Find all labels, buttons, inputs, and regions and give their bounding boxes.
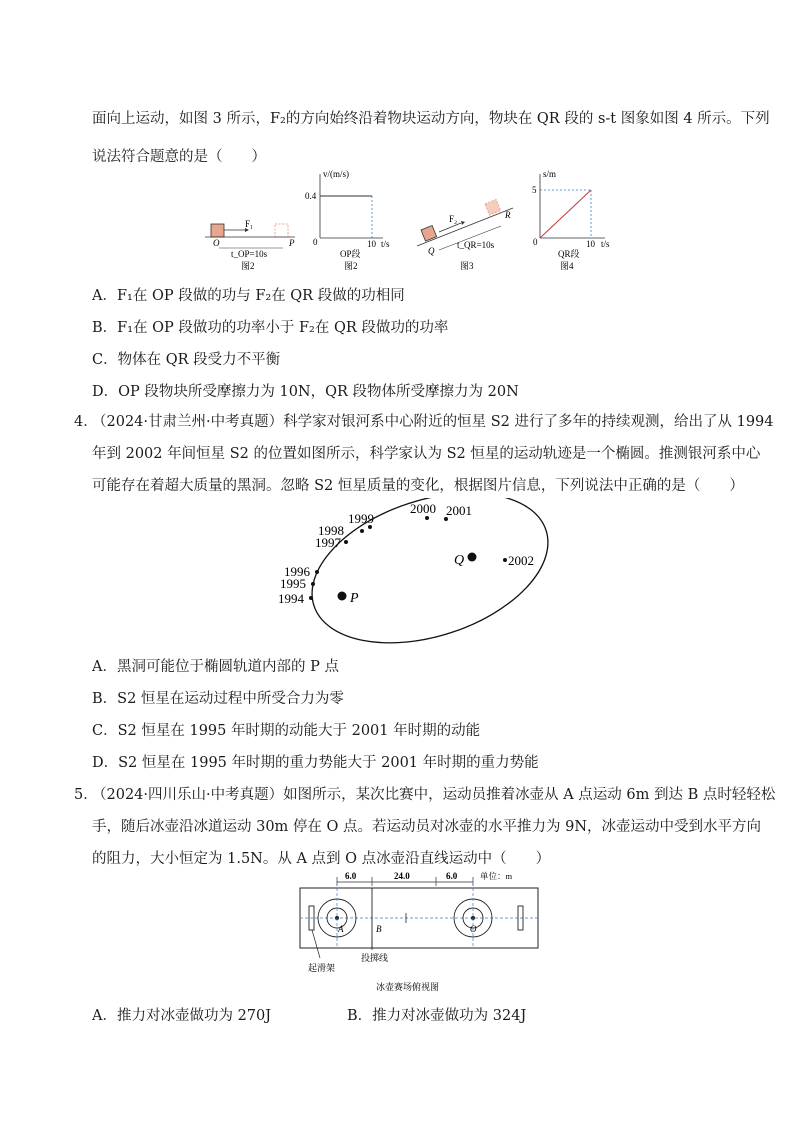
fig-d-xlabel: t/s [601,239,610,249]
fig-c-Q: Q [428,246,435,256]
q4-stem-line1: （2024·甘肃兰州·中考真题）科学家对银河系中心附近的恒星 S2 进行了多年的持续观测，给出了从 1994 [92,414,774,430]
label-P: P [350,591,359,606]
point-2000 [425,516,429,520]
fig-b-caption: 图2 [344,261,358,271]
q5-number: 5． [74,787,98,803]
fig-c-R: R [505,210,511,220]
q4-option-d: D．S2 恒星在 1995 年时期的重力势能大于 2001 年时期的重力势能 [92,755,539,771]
label-1999: 1999 [348,511,374,526]
q4-orbit-figure [270,498,550,648]
q3-option-a: A．F₁在 OP 段做的功与 F₂在 QR 段做的功相同 [92,288,405,304]
q3-stem-line2: 说法符合题意的是（ ） [92,149,266,165]
label-1996: 1996 [284,564,310,579]
point-2002 [503,558,507,562]
fig-a-caption: 图2 [241,261,255,271]
label-throw-line: 投掷线 [361,953,389,963]
point-1996 [315,570,319,574]
fig-a-t: t_OP=10s [231,249,268,259]
q5-option-b: B．推力对冰壶做功为 324J [347,1008,527,1024]
label-Q: Q [454,553,465,568]
q4-option-c: C．S2 恒星在 1995 年时期的动能大于 2001 年时期的动能 [92,723,481,739]
q5-stem-line2: 手，随后冰壶沿冰道运动 30m 停在 O 点。若运动员对冰壶的水平推力为 9N，冰壶运动中受到水平方向 [92,819,762,835]
q3-option-c: C．物体在 QR 段受力不平衡 [92,352,281,368]
fig-d-ytick: 5 [532,185,537,195]
label-1998: 1998 [318,523,344,538]
fig-b-xtick: 10 [367,239,376,249]
dim-6-left: 6.0 [345,871,357,881]
point-P [338,592,347,601]
fig-d-xtick: 10 [586,239,595,249]
q3-fig-incline [417,200,513,271]
fig-b-ytick: 0.4 [305,191,317,201]
q5-stem-line1: （2024·四川乐山·中考真题）如图所示，某次比赛中，运动员推着冰壶从 A 点运动 6m 到达 B 点时轻轻松 [92,787,776,803]
label-O: O [470,924,477,934]
label-start-frame: 起滑架 [308,963,336,973]
q4-stem-line2: 年到 2002 年间恒星 S2 的位置如图所示，科学家认为 S2 恒星的运动轨迹是一个椭圆。推测银河系中心 [92,446,761,462]
fig-c-caption: 图3 [460,261,474,271]
fig-a-P: P [289,238,295,248]
point-1997 [344,540,348,544]
point-1994 [309,596,313,600]
label-1994: 1994 [278,591,304,606]
fig-b-sub: OP段 [340,249,361,259]
label-2001: 2001 [446,503,472,518]
q5-stem-line3: 的阻力，大小恒定为 1.5N。从 A 点到 O 点冰壶沿直线运动中（ ） [92,851,551,867]
fig-b-origin: 0 [313,237,318,247]
q3-figures [195,168,615,278]
label-1997: 1997 [315,535,341,550]
point-Q [468,553,477,562]
fig-d-caption: 图4 [560,261,574,271]
q5-curling-figure [290,870,550,1000]
q3-fig-block-horizontal [205,219,295,271]
fig-a-F: F₁ [245,219,254,229]
label-2002: 2002 [508,553,534,568]
fig-d-origin: 0 [533,237,538,247]
fig-b-xlabel: t/s [381,239,390,249]
q4-stem-line3: 可能存在着超大质量的黑洞。忽略 S2 恒星质量的变化，根据图片信息，下列说法中正确的是（ ） [92,478,744,494]
label-1995: 1995 [280,576,306,591]
fig-d-ylabel: s/m [543,169,557,179]
dim-24: 24.0 [394,871,410,881]
label-B: B [376,924,382,934]
figure-caption: 冰壶赛场俯视图 [376,982,440,992]
fig-a-O: O [213,238,220,248]
q3-option-d: D．OP 段物块所受摩擦力为 10N，QR 段物体所受摩擦力为 20N [92,384,519,400]
fig-d-sub: QR段 [558,249,580,259]
q3-option-b: B．F₁在 OP 段做功的功率小于 F₂在 QR 段做功的功率 [92,320,449,336]
unit-label: 单位：m [480,871,513,881]
label-2000: 2000 [410,501,436,516]
orbit-ellipse [293,498,550,648]
q3-stem-line1: 面向上运动，如图 3 所示，F₂的方向始终沿着物块运动方向，物块在 QR 段的 s-t 图象如图 4 所示。下列 [92,111,770,127]
label-A: A [338,924,344,934]
fig-c-F: F₂ [449,214,458,224]
q4-option-a: A．黑洞可能位于椭圆轨道内部的 P 点 [92,659,339,675]
fig-c-t: t_QR=10s [457,240,495,250]
fig-b-ylabel: v/(m/s) [323,169,349,179]
point-1995 [311,582,315,586]
q4-number: 4． [74,414,98,430]
dim-6-right: 6.0 [446,871,458,881]
q4-option-b: B．S2 恒星在运动过程中所受合力为零 [92,691,344,707]
point-1998 [360,529,364,533]
q5-option-a: A．推力对冰壶做功为 270J [92,1008,272,1024]
q3-fig-vt-graph [305,169,390,271]
q3-fig-st-graph [532,169,610,271]
